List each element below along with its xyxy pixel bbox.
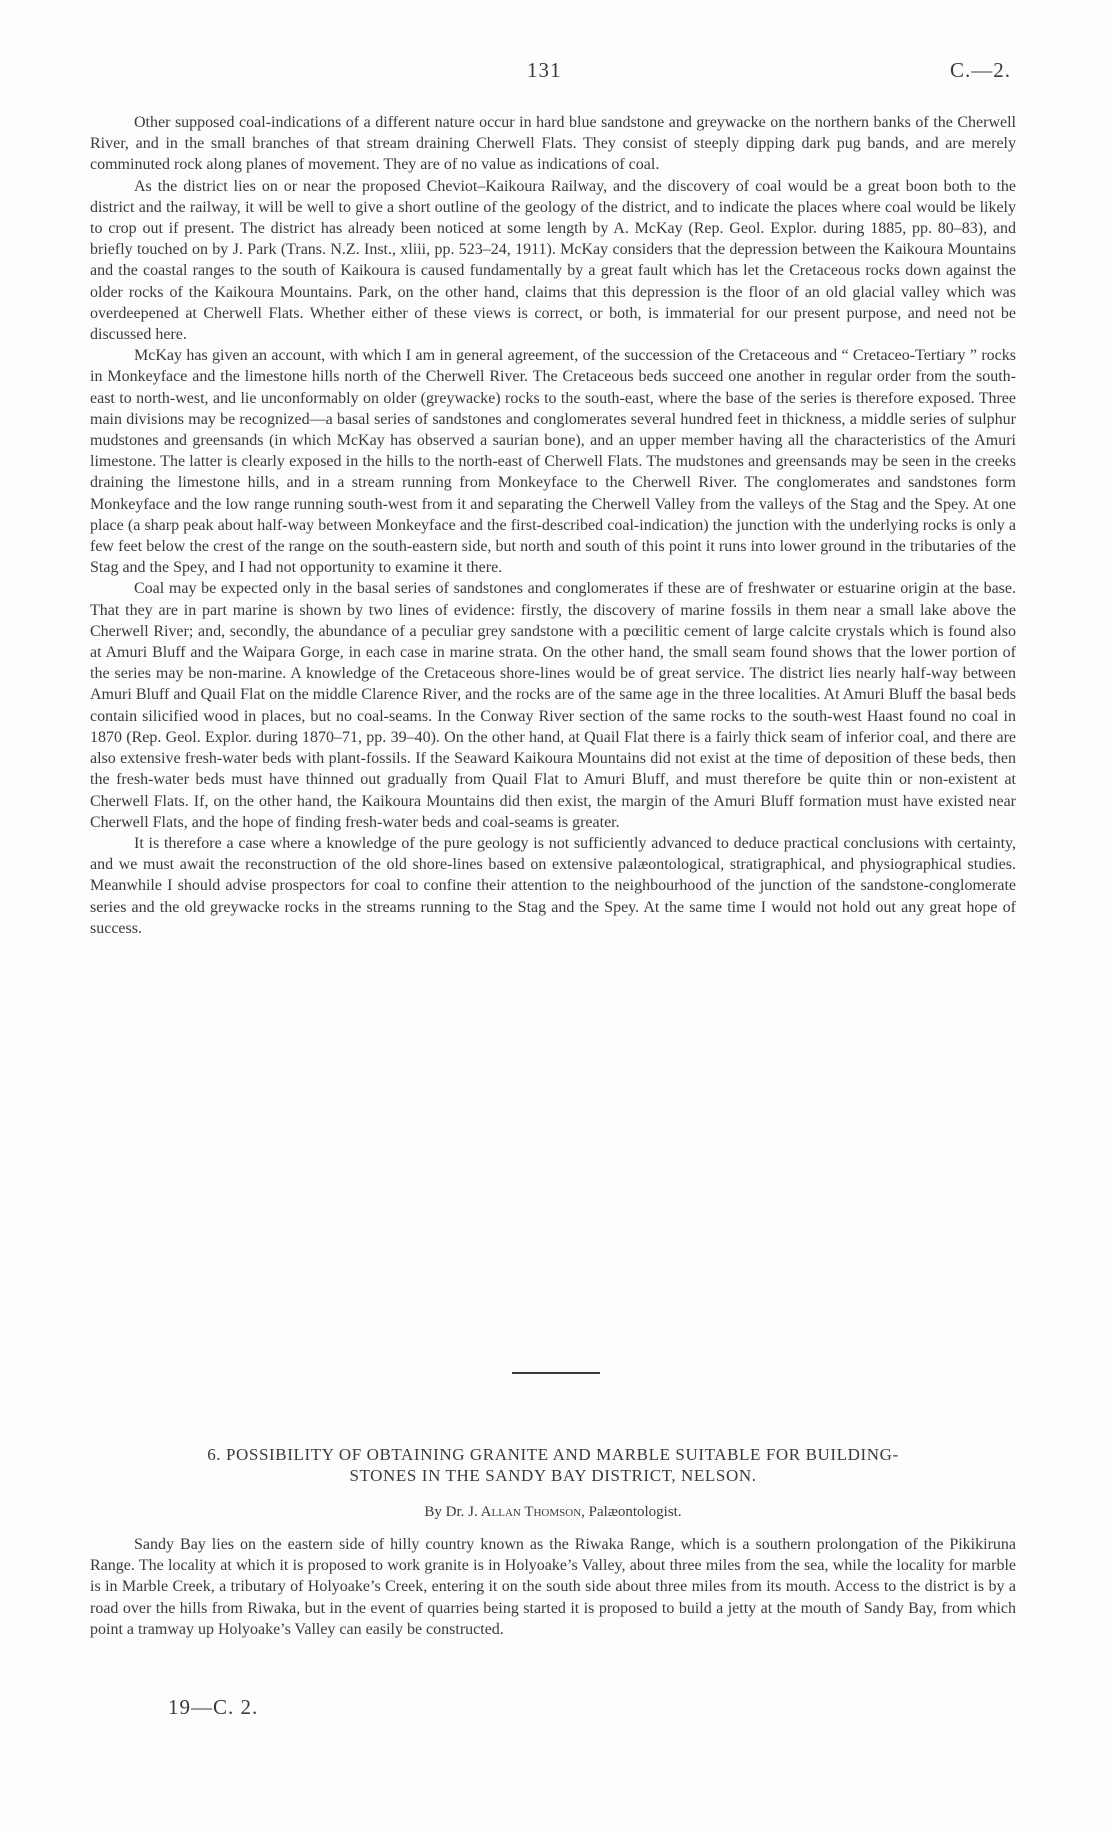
main-text-block (90, 112, 1016, 939)
section-text-block (90, 1534, 1016, 1640)
paragraph: Coal may be expected only in the basal series of sandstones and conglomerates if these are of freshwater or estuarine origin at the base. That they are in part marine is shown by two lines of evidence: firstly, the discovery of marine fossils in them near a small lake above the Cherwell River; and, secondly, the abundance of a peculiar grey sandstone with a pœcilitic cement of large calcite crystals which is found also at Amuri Bluff and the Waipara Gorge, in each case in marine strata. On the other hand, the small seam found shows that the lower portion of the series may be non-marine. A knowledge of the Cretaceous shore-lines would be of great service. The district lies nearly half-way between Amuri Bluff and Quail Flat on the middle Clarence River, and the rocks are of the same age in the three localities. At Amuri Bluff the basal beds contain silicified wood in places, but no coal-seams. In the Conway River section of the same rocks to the south-west Haast found no coal in 1870 (Rep. Geol. Explor. during 1870–71, pp. 39–40). On the other hand, at Quail Flat there is a fairly thick seam of inferior coal, and there are also extensive fresh-water beds with plant-fossils. If the Seaward Kaikoura Mountains did not exist at the time of deposition of these beds, then the fresh-water beds must have thinned out gradually from Quail Flat to Amuri Bluff, and must therefore be quite thin or non-existent at Cherwell Flats. If, on the other hand, the Kaikoura Mountains did then exist, the margin of the Amuri Bluff formation must have existed near Cherwell Flats, and the hope of finding fresh-water beds and coal-seams is greater. (90, 580, 1016, 831)
byline (88, 1504, 1018, 1521)
section-divider (512, 1372, 600, 1374)
section-heading (88, 1444, 1018, 1486)
paragraph: It is therefore a case where a knowledge of the pure geology is not sufficiently advanced to deduce practical conclusions with certainty, and we must await the reconstruction of the old shore-lines based on extensive palæontological, stratigraphical, and physiographical studies. Meanwhile I should advise prospectors for coal to confine their attention to the neighbourhood of the junction of the sandstone-conglomerate series and the old greywacke rocks in the streams running to the Stag and the Spey. At the same time I would not hold out any great hope of success. (90, 834, 1016, 937)
byline-prefix: By Dr. (424, 1504, 469, 1520)
document-code: C.—2. (950, 58, 1012, 82)
signature-code: 19—C. 2. (168, 1695, 259, 1719)
byline-author: J. Allan Thomson (468, 1504, 582, 1520)
paragraph: McKay has given an account, with which I am in general agreement, of the succession of the Cretaceous and “ Cretaceo-Tertiary ” rocks in Monkeyface and the limestone hills north of the Cherwell River. The Cretaceous beds succeed one another in regular order from the south-east to north-west, and lie unconformably on older (greywacke) rocks to the south-east, where the base of the series is therefore exposed. Three main divisions may be recognized—a basal series of sandstones and conglomerates several hundred feet in thickness, a middle series of sulphur mudstones and greensands (in which McKay has observed a saurian bone), and an upper member having all the characteristics of the Amuri limestone. The latter is clearly exposed in the hills to the north-east of Cherwell Flats. The mudstones and greensands may be seen in the creeks draining the limestone hills, and in a stream running from Monkeyface to the Cherwell River. The conglomerates and sandstones form Monkeyface and the low range running south-west from it and separating the Cherwell Valley from the valleys of the Stag and the Spey. At one place (a sharp peak about half-way between Monkeyface and the first-described coal-indication) the junction with the underlying rocks is only a few feet below the crest of the range on the south-eastern side, but north and south of this point it runs into lower ground in the tributaries of the Stag and the Spey, and I had not opportunity to examine it there. (90, 347, 1016, 577)
section-heading-line: 6. POSSIBILITY OF OBTAINING GRANITE AND MARBLE SUITABLE FOR BUILDING- (207, 1445, 899, 1464)
byline-suffix: , Palæontologist. (581, 1504, 682, 1520)
paragraph: Sandy Bay lies on the eastern side of hilly country known as the Riwaka Range, which is a southern prolongation of the Pikikiruna Range. The locality at which it is proposed to work granite is in Holyoake’s Valley, about three miles from the sea, while the locality for marble is in Marble Creek, a tributary of Holyoake’s Creek, entering it on the south side about three miles from its mouth. Access to the district is by a road over the hills from Riwaka, but in the event of quarries being started it is proposed to build a jetty at the mouth of Sandy Bay, from which point a tramway up Holyoake’s Valley can easily be constructed. (90, 1536, 1016, 1638)
paragraph: Other supposed coal-indications of a different nature occur in hard blue sandstone and greywacke on the northern banks of the Cherwell River, and in the small branches of that stream draining Cherwell Flats. They consist of steeply dipping dark pug bands, and are merely comminuted rock along planes of movement. They are of no value as indications of coal. (90, 114, 1016, 174)
page-number: 131 (527, 58, 562, 82)
paragraph: As the district lies on or near the proposed Cheviot–Kaikoura Railway, and the discovery of coal would be a great boon both to the district and the railway, it will be well to give a short outline of the geology of the district, and to indicate the places where coal would be likely to crop out if present. The district has already been noticed at some length by A. McKay (Rep. Geol. Explor. during 1885, pp. 80–83), and briefly touched on by J. Park (Trans. N.Z. Inst., xliii, pp. 523–24, 1911). McKay considers that the depression between the Kaikoura Mountains and the coastal ranges to the south of Kaikoura is caused fundamentally by a great fault which has let the Cretaceous rocks down against the older rocks of the Kaikoura Mountains. Park, on the other hand, claims that this depression is the floor of an old glacial valley which was overdeepened at Cherwell Flats. Whether either of these views is correct, or both, is immaterial for our present purpose, and need not be discussed here. (90, 177, 1016, 344)
section-heading-line: STONES IN THE SANDY BAY DISTRICT, NELSON. (349, 1466, 757, 1485)
